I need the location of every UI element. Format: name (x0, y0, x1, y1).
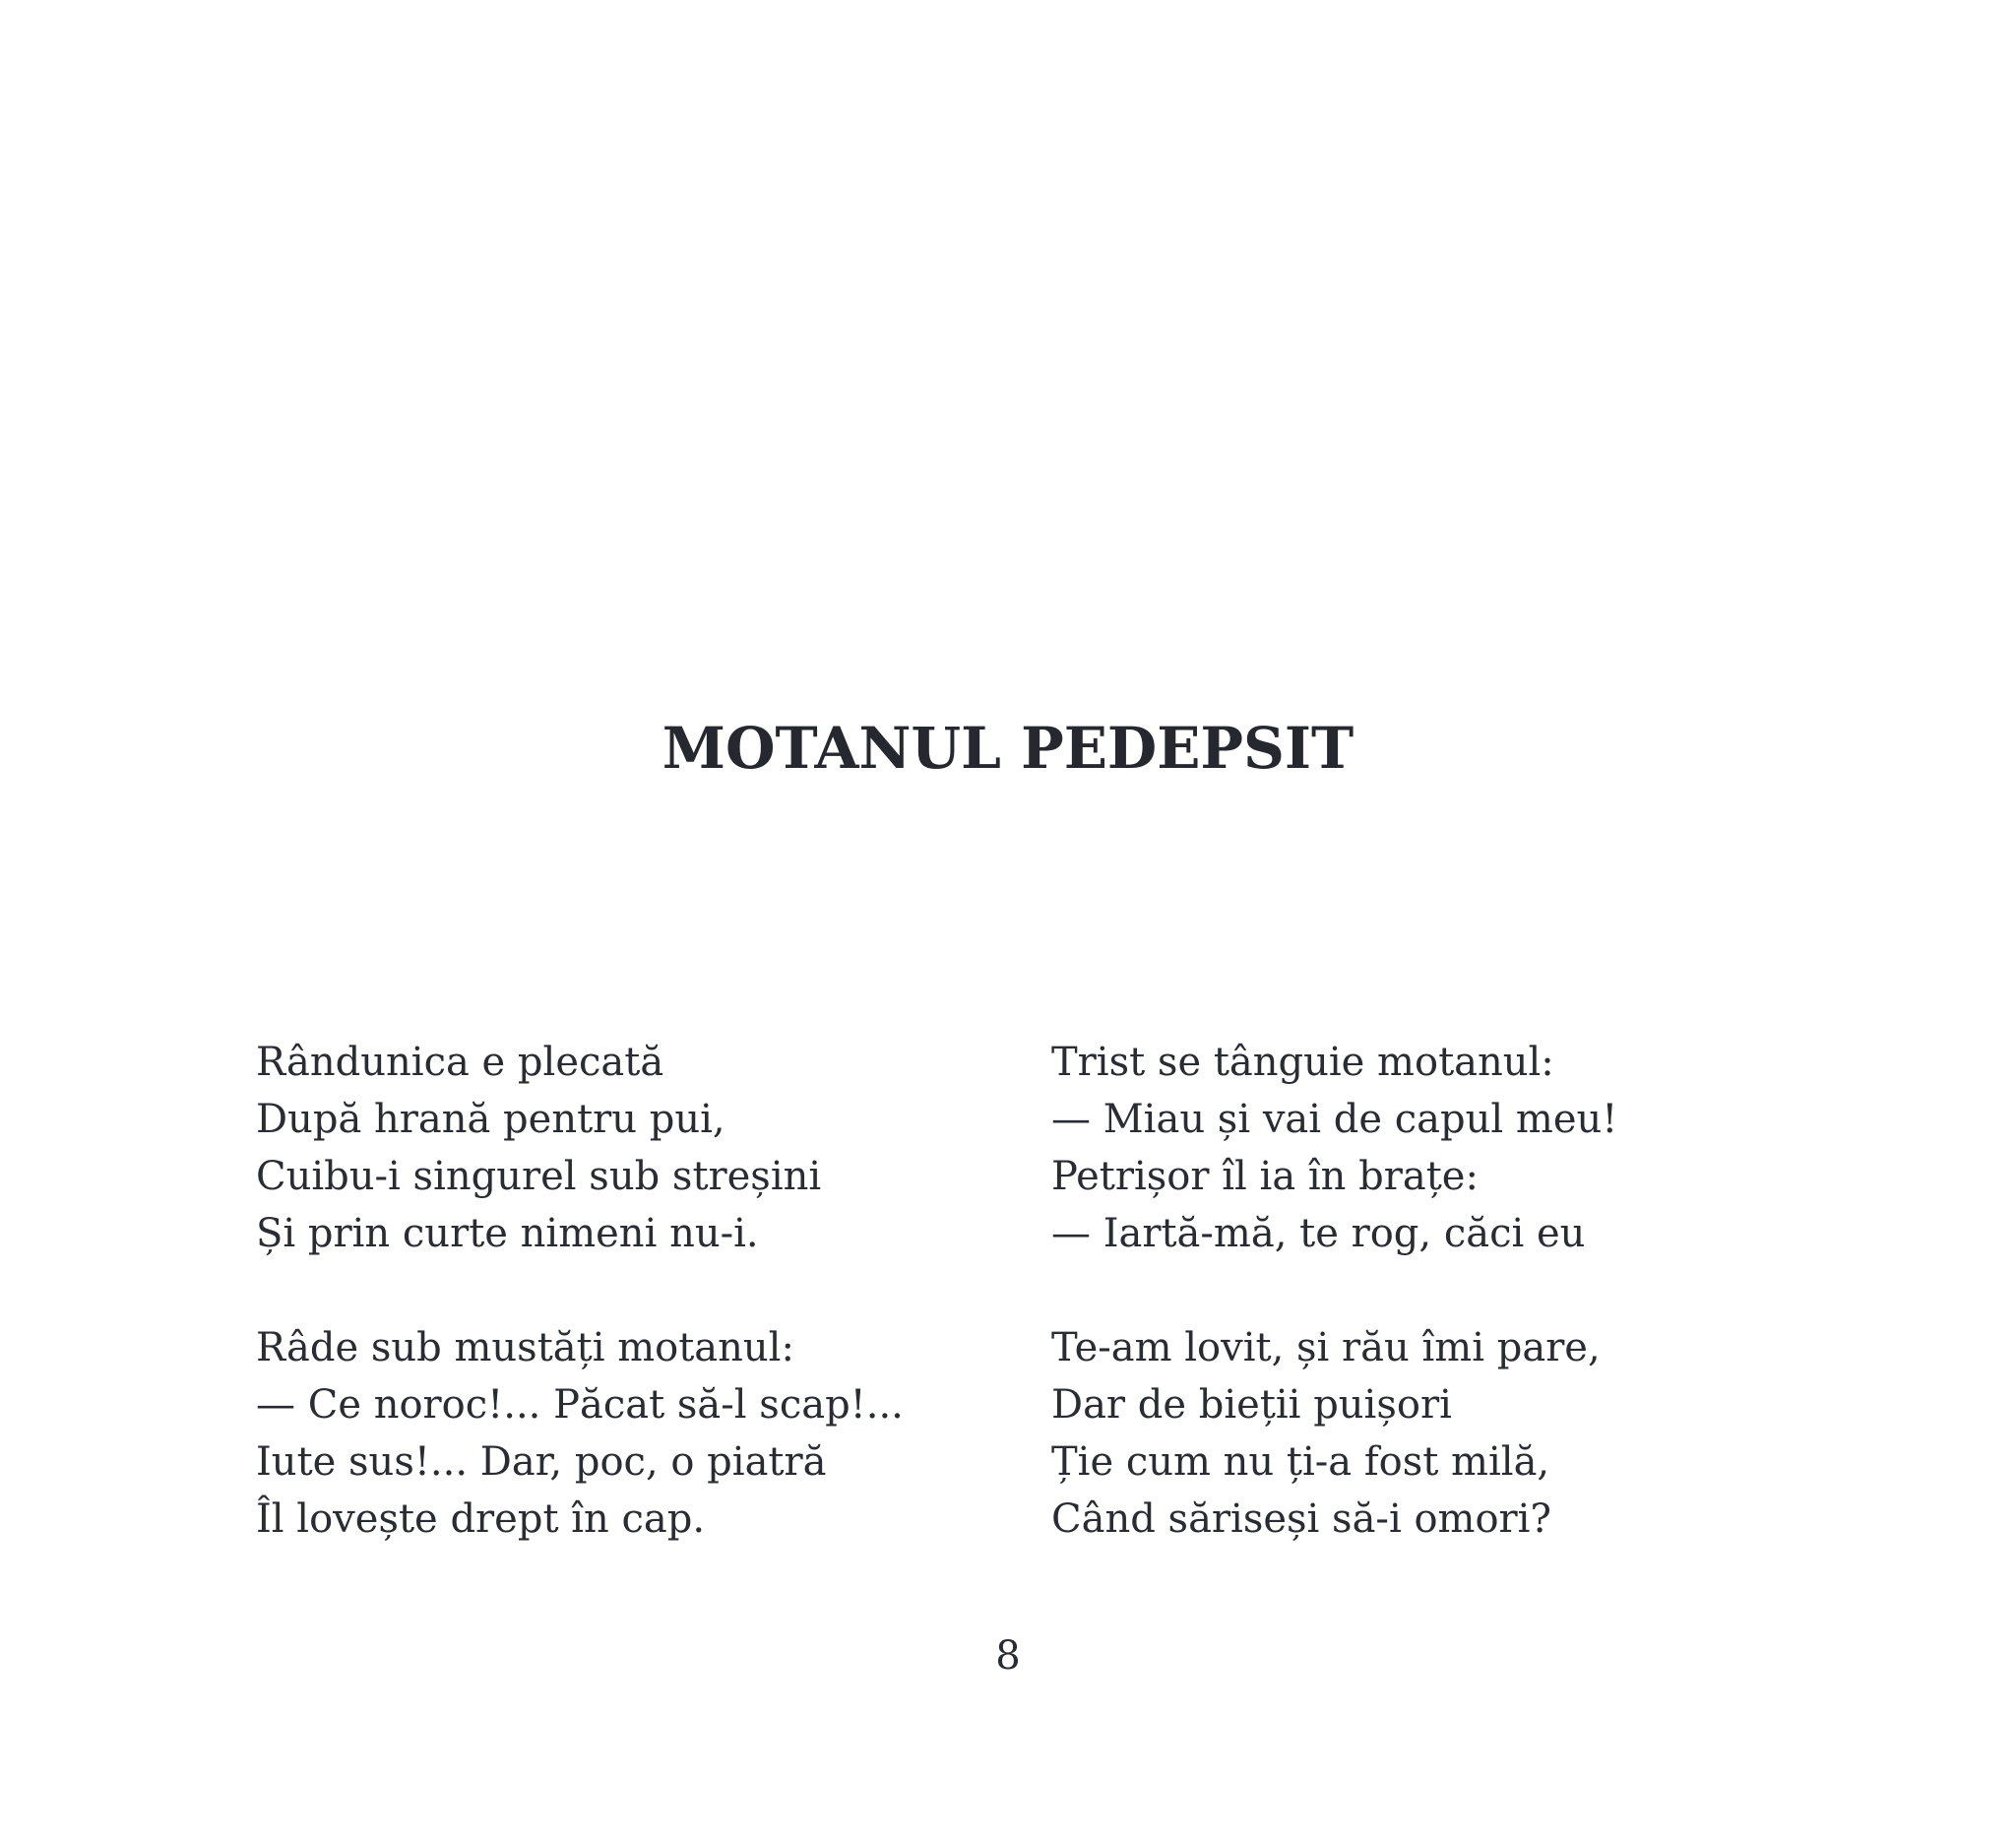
poem-column-right (1051, 1034, 1799, 1605)
verse-line: Te-am lovit, și rău îmi pare, (1051, 1325, 1601, 1370)
stanza (256, 1034, 1004, 1262)
page-number: 8 (995, 1633, 1021, 1679)
verse-line: — Ce noroc!... Păcat să-l scap!... (256, 1382, 904, 1428)
stanza (1051, 1319, 1799, 1548)
verse-line: Dar de bieții puișori (1051, 1382, 1452, 1428)
verse-line: Când săriseși să-i omori? (1051, 1496, 1551, 1542)
verse-line: Ție cum nu ți-a fost milă, (1051, 1439, 1550, 1485)
verse-line: După hrană pentru pui, (256, 1097, 725, 1142)
stanza (1051, 1034, 1799, 1262)
verse-line: Îl lovește drept în cap. (256, 1496, 706, 1542)
verse-line: Cuibu-i singurel sub streșini (256, 1154, 822, 1199)
verse-line: Trist se tânguie motanul: (1051, 1040, 1554, 1085)
poem-title: MOTANUL PEDEPSIT (662, 715, 1354, 782)
verse-line: Râde sub mustăți motanul: (256, 1325, 794, 1370)
poem-column-left (256, 1034, 1004, 1605)
stanza (256, 1319, 1004, 1548)
verse-line: — Miau și vai de capul meu! (1051, 1097, 1618, 1142)
verse-line: Rândunica e plecată (256, 1040, 664, 1085)
verse-line: Și prin curte nimeni nu-i. (256, 1211, 759, 1256)
verse-line: Petrișor îl ia în brațe: (1051, 1154, 1479, 1199)
verse-line: Iute sus!... Dar, poc, o piatră (256, 1439, 827, 1485)
verse-line: — Iartă-mă, te rog, căci eu (1051, 1211, 1586, 1256)
